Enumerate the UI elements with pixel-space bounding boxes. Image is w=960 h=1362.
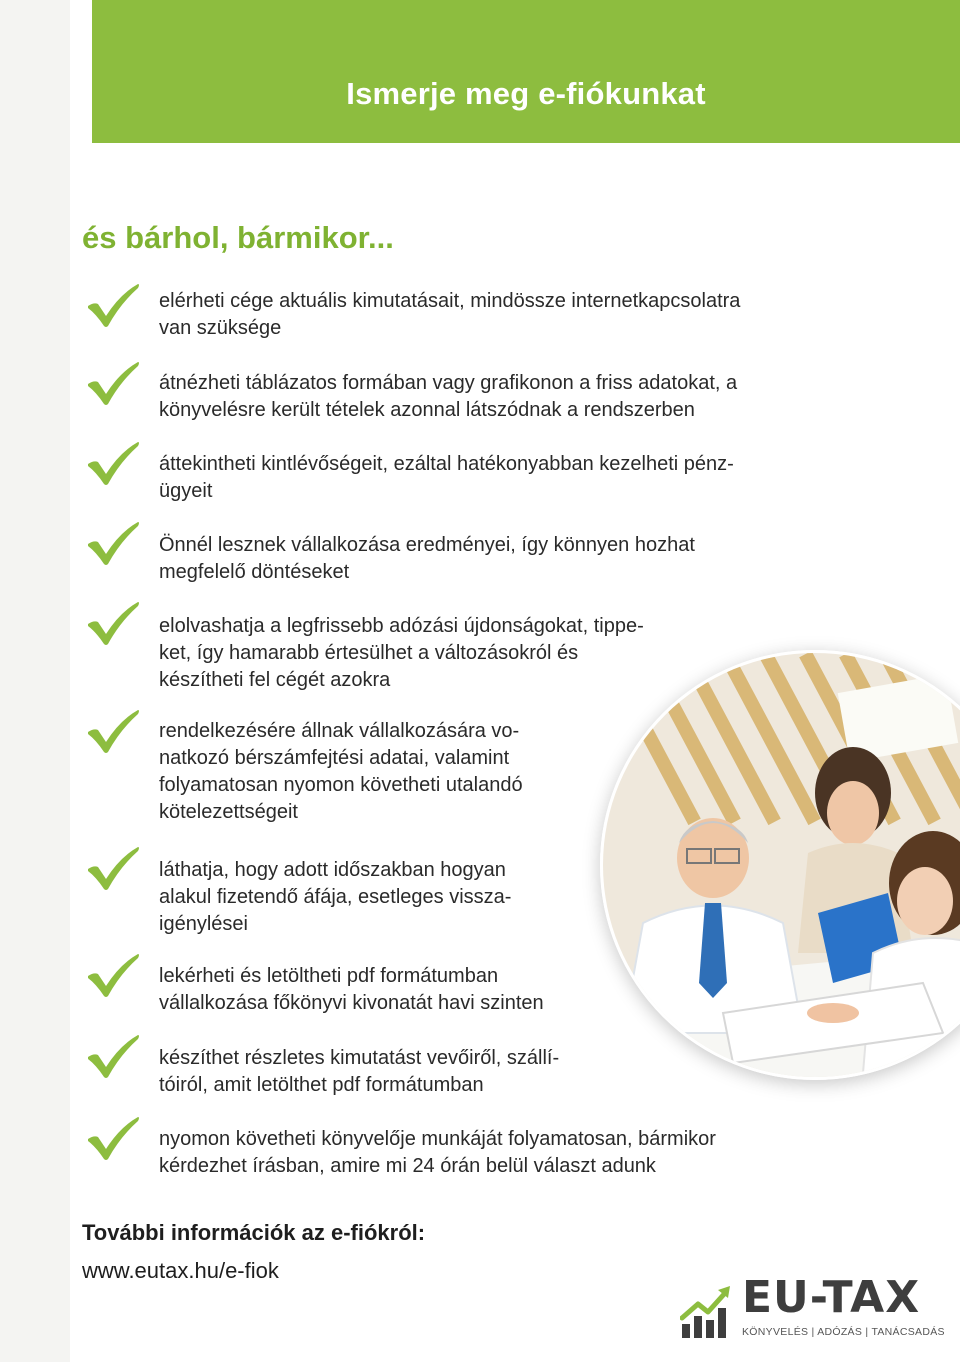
checkmark-icon	[86, 440, 142, 486]
feature-text	[159, 451, 734, 505]
section-subtitle: és bárhol, bármikor...	[82, 220, 394, 255]
logo-wordmark: EU-TAX	[742, 1272, 921, 1323]
checkmark-icon	[86, 952, 142, 998]
feature-text-line: láthatja, hogy adott időszakban hogyan	[159, 859, 506, 881]
feature-text-line: elolvashatja a legfrissebb adózási újdonságokat, tippe-	[159, 615, 644, 637]
feature-text-line: igénylései	[159, 913, 248, 935]
page-title: Ismerje meg e-fiókunkat	[346, 76, 706, 111]
feature-text	[159, 288, 740, 342]
feature-text-line: áttekintheti kintlévőségeit, ezáltal hatékonyabban kezelheti pénz-	[159, 453, 734, 475]
checkmark-icon	[86, 520, 142, 566]
feature-text-line: lekérheti és letöltheti pdf formátumban	[159, 965, 499, 987]
feature-text-line: ket, így hamarabb értesülhet a változásokról és	[159, 642, 579, 664]
feature-text-line: alakul fizetendő áfája, esetleges vissza-	[159, 886, 512, 908]
checkmark-icon	[86, 1033, 142, 1079]
feature-text-line: folyamatosan nyomon követheti utalandó	[159, 774, 523, 796]
feature-text-line: vállalkozása főkönyvi kivonatát havi szinten	[159, 992, 544, 1014]
feature-text	[159, 857, 511, 938]
info-url-link[interactable]: www.eutax.hu/e-fiok	[82, 1258, 279, 1283]
feature-text	[159, 370, 737, 424]
feature-text-line: van szüksége	[159, 317, 282, 339]
feature-text-line: nyomon követheti könyvelője munkáját folyamatosan, bármikor	[159, 1128, 716, 1150]
feature-text-line: kötelezettségeit	[159, 801, 298, 823]
feature-text-line: natkozó bérszámfejtési adatai, valamint	[159, 747, 510, 769]
checkmark-icon	[86, 360, 142, 406]
feature-text-line: Önnél lesznek vállalkozása eredményei, így könnyen hozhat	[159, 534, 695, 556]
rising-chart-arrow-icon	[680, 1280, 740, 1340]
feature-text-line: átnézheti táblázatos formában vagy grafikonon a friss adatokat, a	[159, 372, 738, 394]
feature-text	[159, 613, 644, 694]
checkmark-icon	[86, 708, 142, 754]
checkmark-icon	[86, 282, 142, 328]
feature-text-line: ügyeit	[159, 480, 213, 502]
feature-text-line: tóiról, amit letölthet pdf formátumban	[159, 1074, 484, 1096]
logo-tagline: KÖNYVELÉS | ADÓZÁS | TANÁCSADÁS	[742, 1326, 945, 1338]
feature-text-line: készítheti fel cégét azokra	[159, 669, 391, 691]
feature-text	[159, 718, 523, 826]
feature-text	[159, 532, 695, 586]
feature-text	[159, 963, 544, 1017]
header-banner	[92, 0, 960, 143]
feature-text-line: készíthet részletes kimutatást vevőiről, szállí-	[159, 1047, 560, 1069]
feature-text-line: elérheti cége aktuális kimutatásait, mindössze internetkapcsolatra	[159, 290, 741, 312]
info-heading: További információk az e-fiókról:	[82, 1220, 426, 1245]
checkmark-icon	[86, 600, 142, 646]
feature-text-line: megfelelő döntéseket	[159, 561, 350, 583]
feature-text-line: kérdezhet írásban, amire mi 24 órán belül választ adunk	[159, 1155, 656, 1177]
feature-text-line: könyvelésre került tételek azonnal látszódnak a rendszerben	[159, 399, 695, 421]
feature-text	[159, 1126, 716, 1180]
eutax-logo	[680, 1272, 945, 1342]
checkmark-icon	[86, 1115, 142, 1161]
checkmark-icon	[86, 845, 142, 891]
feature-text-line: rendelkezésére állnak vállalkozására vo-	[159, 720, 520, 742]
feature-text	[159, 1045, 559, 1099]
